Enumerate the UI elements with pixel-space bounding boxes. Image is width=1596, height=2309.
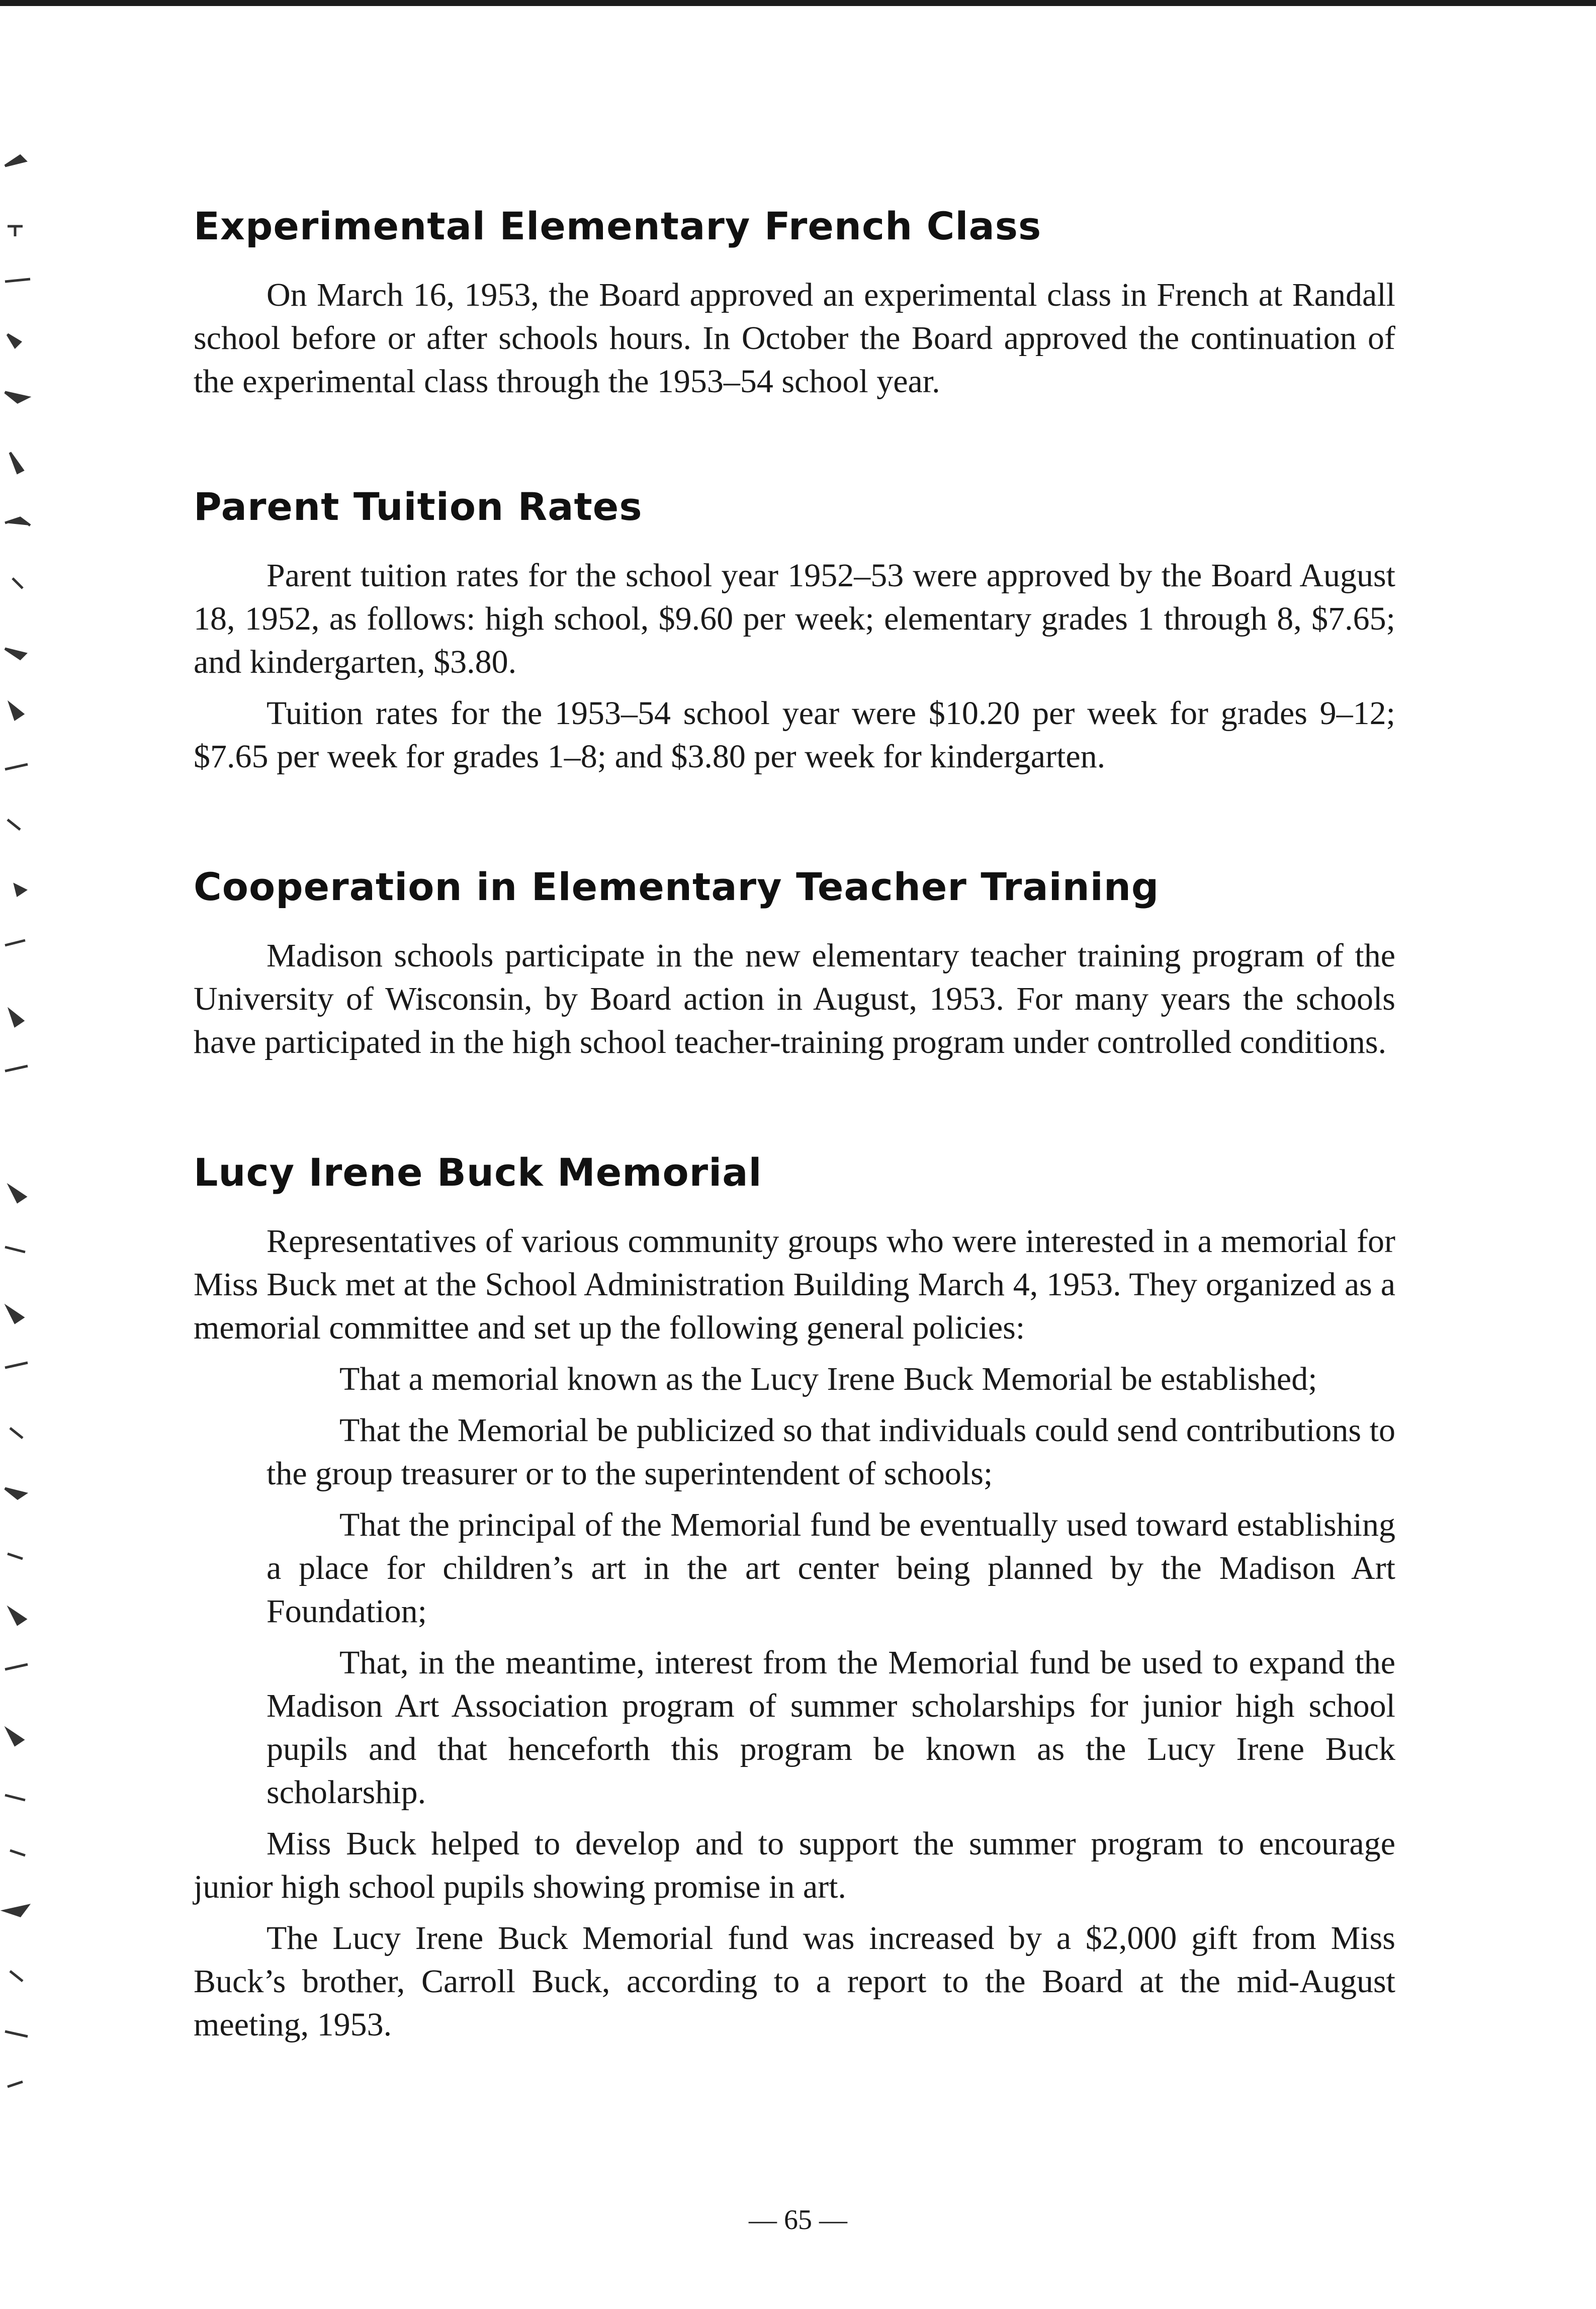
binding-hole-marks — [0, 0, 40, 2309]
policy-item: That the principal of the Memorial fund be eventually used toward establishing a place for children’s art in the art center being planned by the Madison Art Foundation; — [267, 1506, 1395, 1630]
section-heading: Lucy Irene Buck Memorial — [194, 1150, 762, 1195]
paragraph: Madison schools participate in the new elementary teacher training program of the University of Wisconsin, by Board action in August, 1953. For many years the schools have participated in the high school teacher-training program under controlled conditions. — [194, 937, 1395, 1060]
policy-item: That a memorial known as the Lucy Irene Buck Memorial be established; — [339, 1361, 1317, 1397]
page-content — [194, 201, 1395, 2055]
section-heading: Cooperation in Elementary Teacher Training — [194, 864, 1160, 909]
paragraph: Parent tuition rates for the school year 1952–53 were approved by the Board August 18, 1952, as follows: high school, $9.60 per week; elementary grades 1 through 8, $7.65; and kindergarten, $3.80. — [194, 557, 1395, 680]
section-heading: Experimental Elementary French Class — [194, 204, 1042, 248]
paragraph: On March 16, 1953, the Board approved an experimental class in French at Randall school before or after schools hours. In October the Board approved the continuation of the experimental class through the 1953–54 school year. — [194, 277, 1395, 400]
top-border-rule — [0, 0, 1596, 6]
paragraph: The Lucy Irene Buck Memorial fund was increased by a $2,000 gift from Miss Buck’s brother, Carroll Buck, according to a report to the Board at the mid-August meeting, 1953. — [194, 1920, 1395, 2043]
section-teacher-training — [194, 862, 1395, 1064]
section-french-class — [194, 201, 1395, 403]
section-tuition-rates — [194, 482, 1395, 778]
policy-item: That the Memorial be publicized so that individuals could send contributions to the group treasurer or to the superintendent of schools; — [267, 1412, 1395, 1492]
section-buck-memorial — [194, 1147, 1395, 2047]
policy-item: That, in the meantime, interest from the Memorial fund be used to expand the Madison Art Association program of summer scholarships for junior high school pupils and that henceforth this program be known as the Lucy Irene Buck scholarship. — [267, 1644, 1395, 1811]
paragraph: Miss Buck helped to develop and to support the summer program to encourage junior high school pupils showing promise in art. — [194, 1825, 1395, 1905]
paragraph: Tuition rates for the 1953–54 school year were $10.20 per week for grades 9–12; $7.65 per week for grades 1–8; and $3.80 per week for kindergarten. — [194, 695, 1395, 775]
section-heading: Parent Tuition Rates — [194, 484, 643, 529]
paragraph: Representatives of various community groups who were interested in a memorial for Miss Buck met at the School Administration Building March 4, 1953. They organized as a memorial committee and set up the following general policies: — [194, 1223, 1395, 1346]
page-number: — 65 — — [749, 2204, 847, 2236]
